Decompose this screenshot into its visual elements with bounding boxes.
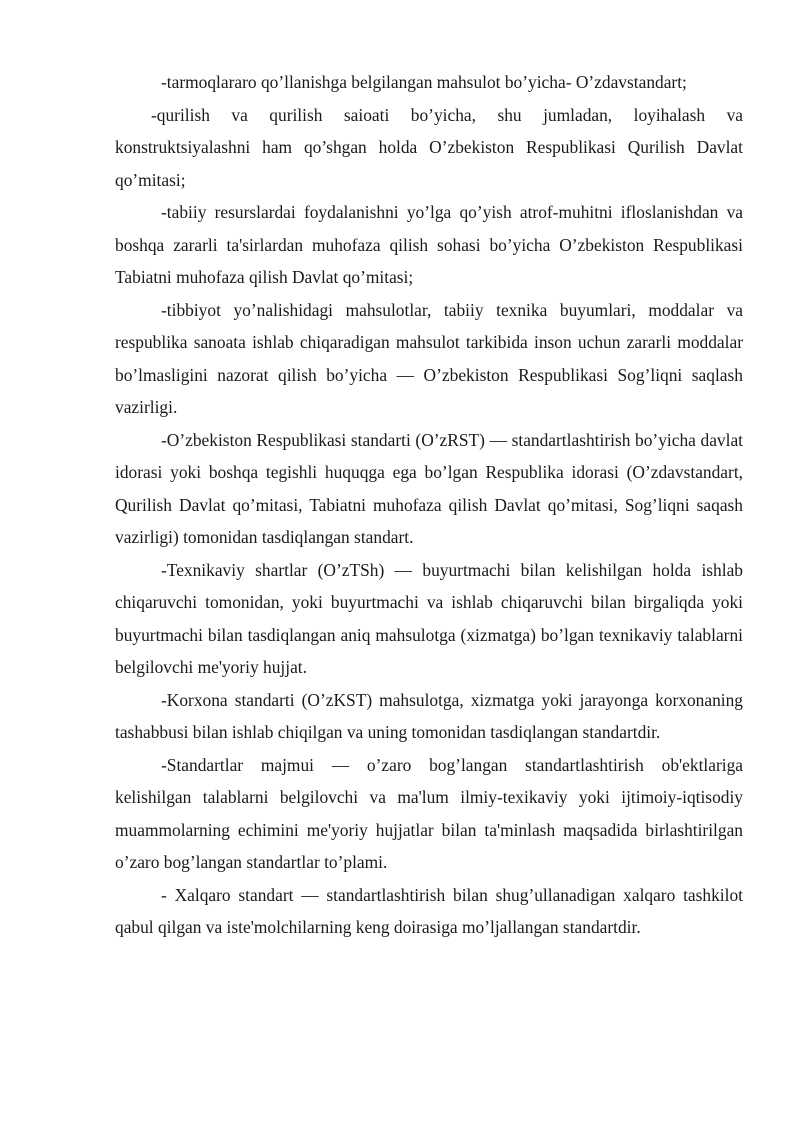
paragraph-standards-complex: -Standartlar majmui — o’zaro bog’langan standartlashtirish ob'ektlariga kelishilgan talablarni belgilovchi va ma'lum ilmiy-texikaviy yoki ijtimoiy-iqtisodiy muammolarning echimini me'yoriy hujjatlar bilan ta'minlash maqsadida birlashtirilgan o’zaro bog’langan standartlar to’plami. xyxy=(115,754,743,872)
paragraph-state-standard: -O’zbekiston Respublikasi standarti (O’zRST) — standartlashtirish bo’yicha davlat idorasi yoki boshqa tegishli huquqga ega bo’lgan Respublika idorasi (O’zdavstandart, Qurilish Davlat qo’mitasi, Tabiatni muhofaza qilish Davlat qo’mitasi, Sog’liqni saqash vazirligi) tomonidan tasdiqlangan standart. xyxy=(115,429,743,547)
paragraph-international-standard: - Xalqaro standart — standartlashtirish bilan shug’ullanadigan xalqaro tashkilot qabul qilgan va iste'molchilarning keng doirasiga mo’ljallangan standartdir. xyxy=(115,884,743,937)
paragraph-interindustry-products: -tarmoqlararo qo’llanishga belgilangan mahsulot bo’yicha- O’zdavstandart; xyxy=(161,72,687,92)
paragraph-construction-committee: -qurilish va qurilish saioati bo’yicha, shu jumladan, loyihalash va konstruktsiyalashni ham qo’shgan holda O’zbekiston Respublikasi Qurilish Davlat qo’mitasi; xyxy=(115,104,743,190)
paragraph-health-ministry: -tibbiyot yo’nalishidagi mahsulotlar, tabiiy texnika buyumlari, moddalar va respublika sanoata ishlab chiqaradigan mahsulot tarkibida inson uchun zararli moddalar bo’lmasligini nazorat qilish bo’yicha — O’zbekiston Respublikasi Sog’liqni saqlash vazirligi. xyxy=(115,299,743,417)
paragraph-technical-conditions: -Texnikaviy shartlar (O’zTSh) — buyurtmachi bilan kelishilgan holda ishlab chiqaruvchi tomonidan, yoki buyurtmachi va ishlab chiqaruvchi bilan birgaliqda yoki buyurtmachi bilan tasdiqlangan aniq mahsulotga (xizmatga) bo’lgan texnikaviy talablarni belgilovchi me'yoriy hujjat. xyxy=(115,559,743,677)
paragraph-nature-protection-committee: -tabiiy resurslardai foydalanishni yo’lga qo’yish atrof-muhitni ifloslanishdan va boshqa zararli ta'sirlardan muhofaza qilish sohasi bo’yicha O’zbekiston Respublikasi Tabiatni muhofaza qilish Davlat qo’mitasi; xyxy=(115,202,743,287)
document-body xyxy=(115,66,743,944)
paragraph-enterprise-standard: -Korxona standarti (O’zKST) mahsulotga, xizmatga yoki jarayonga korxonaning tashabbusi bilan ishlab chiqilgan va uning tomonidan tasdiqlangan standartdir. xyxy=(115,689,743,742)
